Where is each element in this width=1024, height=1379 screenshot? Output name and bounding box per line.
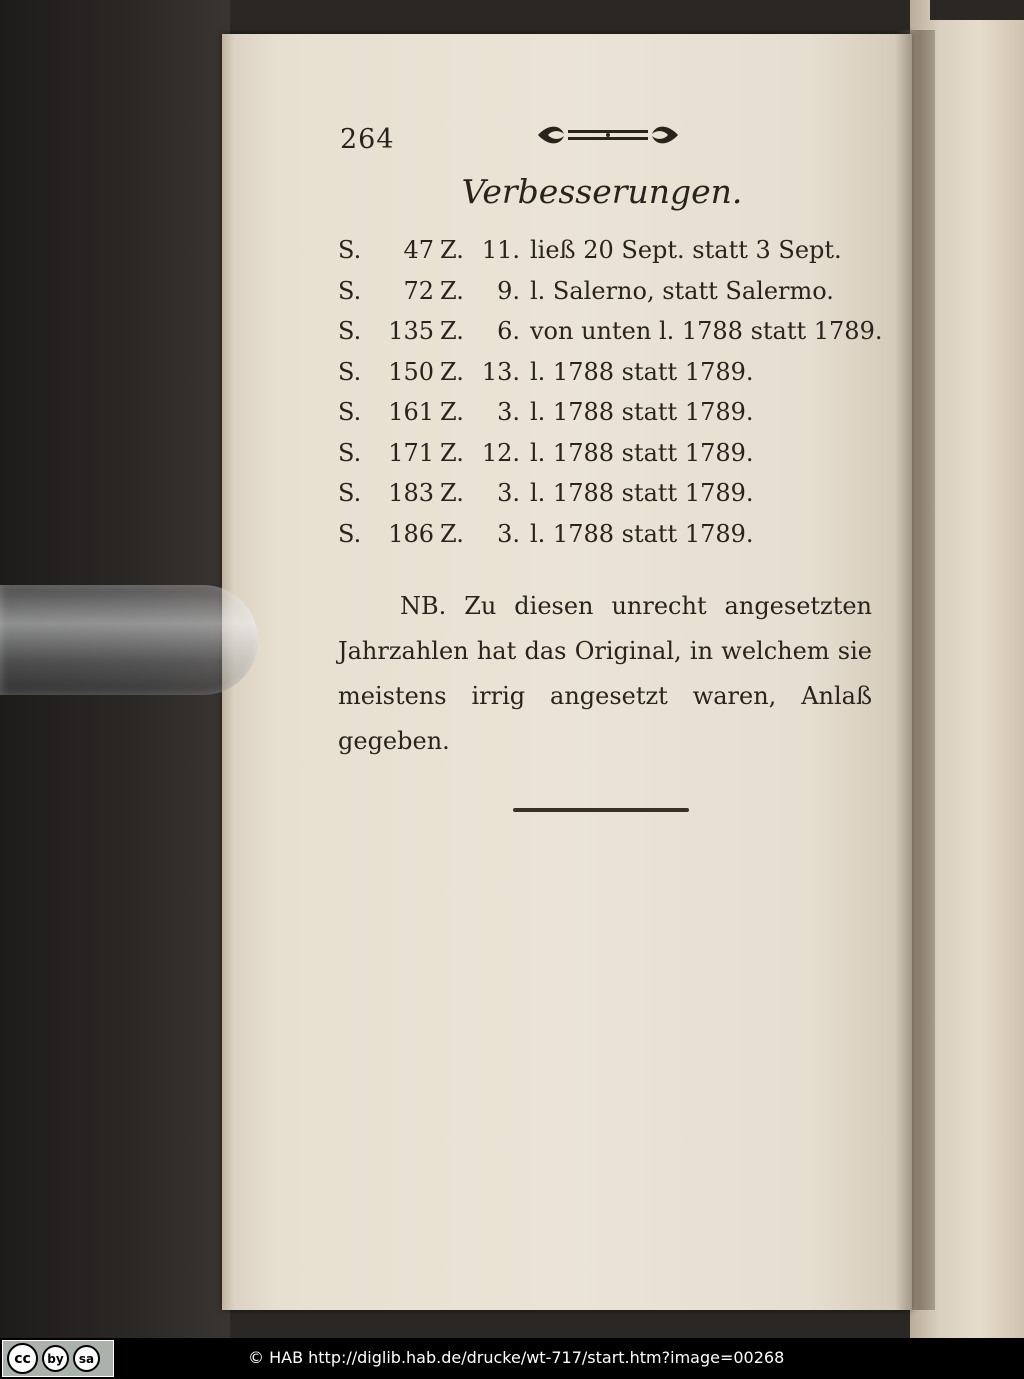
correction-page: 72: [403, 276, 434, 305]
correction-row: [338, 398, 898, 439]
correction-z-label: Z.: [440, 276, 464, 305]
correction-text: l. 1788 statt 1789.: [530, 479, 754, 507]
note-paragraph: NB. Zu diesen unrecht angesetzten Jahrzahlen hat das Original, in welchem sie meistens irrig angesetzt waren, Anlaß gegeben.: [338, 592, 872, 755]
closing-rule: [513, 808, 689, 812]
correction-line: 6.: [497, 317, 520, 345]
correction-page: 161: [388, 398, 434, 426]
correction-line: 3.: [497, 519, 520, 548]
correction-page: 135: [388, 317, 434, 345]
correction-line: 11.: [481, 236, 520, 264]
correction-s-label: S.: [338, 479, 362, 507]
correction-s-label: S.: [338, 236, 362, 264]
correction-text: l. 1788 statt 1789.: [530, 519, 754, 548]
correction-row: [338, 479, 898, 520]
correction-s-label: S.: [338, 317, 362, 345]
correction-line: 13.: [481, 357, 520, 386]
correction-z-label: Z.: [440, 479, 464, 507]
attribution-text: © HAB http://diglib.hab.de/drucke/wt-717/start.htm?image=00268: [248, 1348, 785, 1367]
correction-line: 12.: [481, 438, 520, 467]
correction-s-label: S.: [338, 519, 362, 548]
correction-line: 9.: [497, 276, 520, 305]
footer-bar: [0, 1338, 1024, 1379]
correction-z-label: Z.: [440, 519, 464, 548]
correction-text: l. 1788 statt 1789.: [530, 357, 754, 386]
correction-z-label: Z.: [440, 357, 464, 386]
glass-clamp: [0, 585, 258, 695]
correction-z-label: Z.: [440, 398, 464, 426]
correction-page: 186: [388, 519, 434, 548]
correction-row: [338, 236, 898, 277]
correction-row: [338, 317, 898, 358]
correction-s-label: S.: [338, 438, 362, 467]
correction-s-label: S.: [338, 357, 362, 386]
ornament-icon: [534, 122, 682, 148]
correction-z-label: Z.: [440, 438, 464, 467]
background-corner: [930, 0, 1024, 20]
license-badge[interactable]: [2, 1340, 114, 1377]
by-icon: by: [42, 1345, 69, 1372]
page-heading: Verbesserungen.: [461, 172, 743, 211]
correction-page: 150: [388, 357, 434, 386]
corrections-list: [338, 236, 898, 560]
correction-z-label: Z.: [440, 317, 464, 345]
correction-z-label: Z.: [440, 236, 464, 264]
correction-text: l. 1788 statt 1789.: [530, 438, 754, 467]
correction-text: ließ 20 Sept. statt 3 Sept.: [530, 236, 842, 264]
sa-icon: sa: [73, 1345, 100, 1372]
correction-page: 47: [403, 236, 434, 264]
correction-s-label: S.: [338, 276, 362, 305]
correction-row: [338, 358, 898, 399]
correction-text: von unten l. 1788 statt 1789.: [530, 317, 883, 345]
page-number: 264: [340, 124, 395, 155]
correction-row: [338, 439, 898, 480]
correction-line: 3.: [497, 398, 520, 426]
correction-line: 3.: [497, 479, 520, 507]
correction-s-label: S.: [338, 398, 362, 426]
correction-text: l. Salerno, statt Salermo.: [530, 276, 834, 305]
correction-text: l. 1788 statt 1789.: [530, 398, 754, 426]
correction-page: 171: [388, 438, 434, 467]
page-gutter-shadow: [895, 30, 935, 1310]
cc-icon: cc: [7, 1343, 38, 1374]
correction-row: [338, 277, 898, 318]
correction-row: [338, 520, 898, 561]
correction-page: 183: [388, 479, 434, 507]
